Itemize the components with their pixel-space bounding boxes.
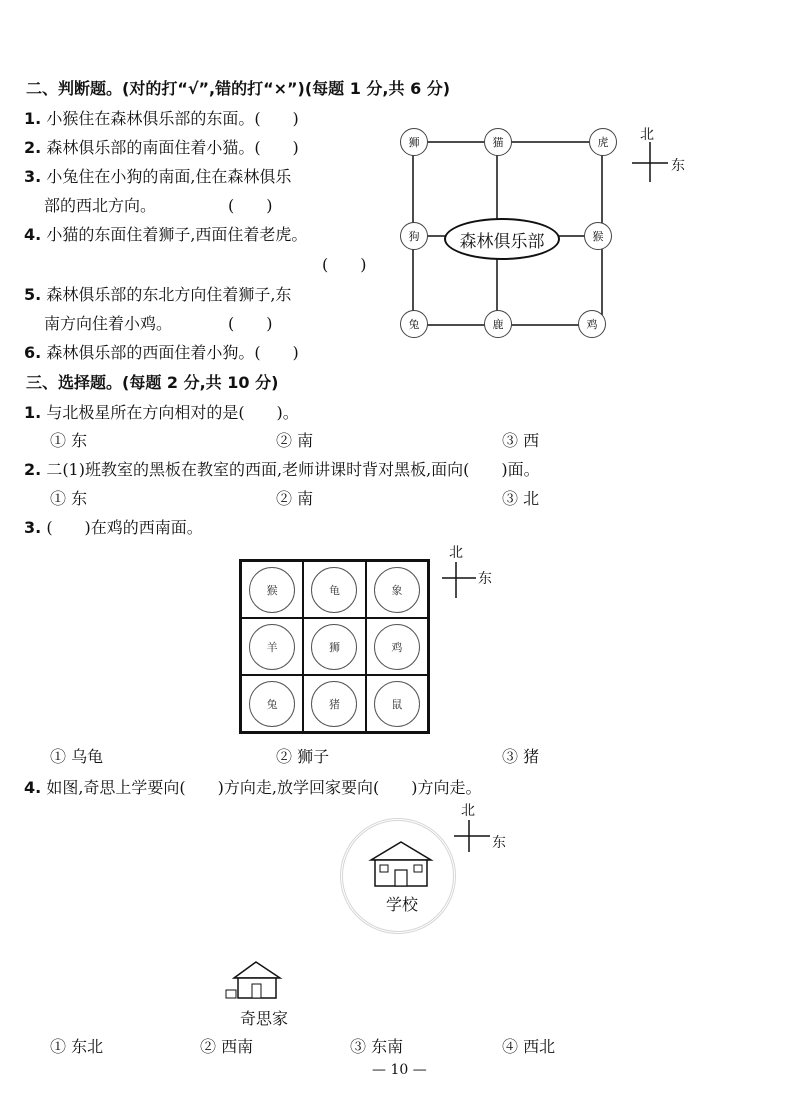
animal-grid <box>239 559 430 734</box>
compass-north-label: 北 <box>640 127 654 143</box>
tiger-icon: 虎 <box>589 128 617 156</box>
page-number: — 10 — <box>372 1062 427 1078</box>
section2-title: 二、判断题。(对的打“√”,错的打“×”)(每题 1 分,共 6 分) <box>26 79 451 98</box>
judge-item-5-cont: 南方向住着小鸡。 ( ) <box>44 314 273 333</box>
q4-option-b: ② 西南 <box>200 1037 254 1056</box>
q1-option-c: ③ 西 <box>502 431 540 450</box>
rabbit-icon: 兔 <box>249 681 295 727</box>
school-building-icon <box>365 838 437 890</box>
compass-north-label: 北 <box>449 545 463 561</box>
compass-north-label: 北 <box>461 803 475 819</box>
school-label: 学校 <box>386 895 419 914</box>
choice-q3: 3. ( )在鸡的西南面。 <box>24 518 203 537</box>
rabbit-icon: 兔 <box>400 310 428 338</box>
monkey-icon: 猴 <box>249 567 295 613</box>
chick-icon: 鸡 <box>578 310 606 338</box>
choice-q1: 1. 与北极星所在方向相对的是( )。 <box>24 403 299 422</box>
q3-option-a: ① 乌龟 <box>50 747 104 766</box>
home-label: 奇思家 <box>240 1009 289 1028</box>
q4-option-d: ④ 西北 <box>502 1037 556 1056</box>
judge-item-5: 5. 森林俱乐部的东北方向住着狮子,东 <box>24 285 292 304</box>
q2-option-a: ① 东 <box>50 489 88 508</box>
judge-item-2: 2. 森林俱乐部的南面住着小猫。( ) <box>24 138 299 157</box>
judge-item-1: 1. 小猴住在森林俱乐部的东面。( ) <box>24 109 299 128</box>
judge-item-3-cont: 部的西北方向。 ( ) <box>44 196 273 215</box>
monkey-icon: 猴 <box>584 222 612 250</box>
goat-icon: 羊 <box>249 624 295 670</box>
choice-q2: 2. 二(1)班教室的黑板在教室的西面,老师讲课时背对黑板,面向( )面。 <box>24 460 540 479</box>
compass-east-label: 东 <box>478 571 492 587</box>
judge-item-4: 4. 小猫的东面住着狮子,西面住着老虎。 <box>24 225 308 244</box>
judge-item-4-answer: ( ) <box>322 255 367 274</box>
section3-title: 三、选择题。(每题 2 分,共 10 分) <box>26 373 279 392</box>
judge-item-6: 6. 森林俱乐部的西面住着小狗。( ) <box>24 343 299 362</box>
q1-option-a: ① 东 <box>50 431 88 450</box>
q2-option-c: ③ 北 <box>502 489 540 508</box>
compass-east-label: 东 <box>671 158 685 174</box>
compass-icon <box>630 140 670 184</box>
rooster-icon: 鸡 <box>374 624 420 670</box>
compass-icon <box>440 560 480 600</box>
lion-icon: 狮 <box>311 624 357 670</box>
dog-icon: 狗 <box>400 222 428 250</box>
q3-option-c: ③ 猪 <box>502 747 540 766</box>
q4-option-c: ③ 东南 <box>350 1037 404 1056</box>
compass-east-label: 东 <box>492 835 506 851</box>
q3-option-b: ② 狮子 <box>276 747 330 766</box>
q1-option-b: ② 南 <box>276 431 314 450</box>
q4-option-a: ① 东北 <box>50 1037 104 1056</box>
house-icon <box>224 958 294 1002</box>
pig-icon: 猪 <box>311 681 357 727</box>
elephant-icon: 象 <box>374 567 420 613</box>
turtle-icon: 龟 <box>311 567 357 613</box>
mouse-icon: 鼠 <box>374 681 420 727</box>
deer-icon: 鹿 <box>484 310 512 338</box>
judge-item-3: 3. 小兔住在小狗的南面,住在森林俱乐 <box>24 167 292 186</box>
cat-icon: 猫 <box>484 128 512 156</box>
choice-q4: 4. 如图,奇思上学要向( )方向走,放学回家要向( )方向走。 <box>24 778 482 797</box>
q2-option-b: ② 南 <box>276 489 314 508</box>
lion-icon: 狮 <box>400 128 428 156</box>
forest-club-label: 森林俱乐部 <box>444 218 560 260</box>
compass-icon <box>452 818 494 854</box>
